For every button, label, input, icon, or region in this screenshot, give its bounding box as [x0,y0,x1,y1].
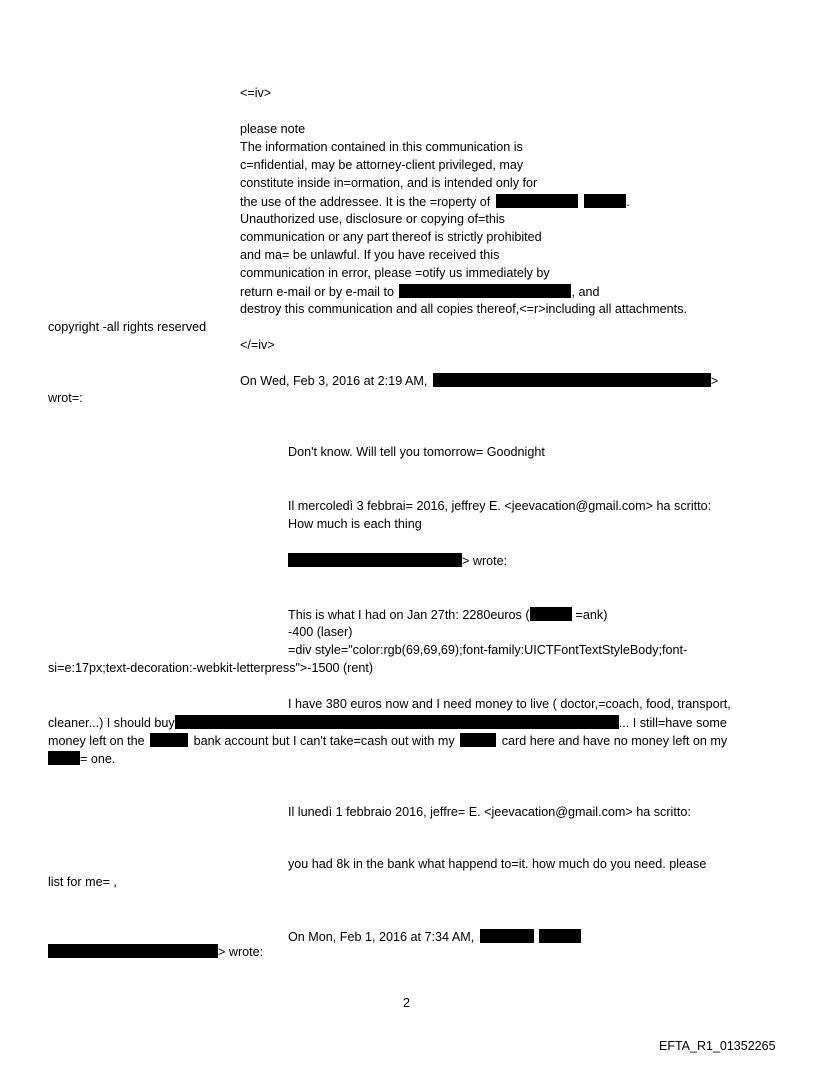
redaction-block [539,929,581,943]
disclaimer-line-7: and ma= be unlawful. If you have received this [240,248,500,262]
redaction-block [399,284,571,298]
disclaimer-line-5: Unauthorized use, disclosure or copying of=this [240,212,505,226]
redaction-block [496,194,578,208]
disclaimer-line-8: communication in error, please =otify us immediately by [240,266,550,280]
div-close-tag: </=iv> [240,338,275,352]
redaction-block [460,733,496,747]
redaction-block [150,733,188,747]
quote-1-line-2: How much is each thing [288,517,422,531]
return-suffix: , and [571,285,600,299]
expenses-line-1 [288,607,607,623]
disclaimer-line-6: communication or any part thereof is strictly prohibited [240,230,542,244]
expenses-line-1-prefix: This is what I had on Jan 27th: 2280euros ( [288,608,530,622]
email-header-1-end: > [710,374,719,388]
expenses-line-3: =div style="color:rgb(69,69,69);font-family:UICTFontTextStyleBody;font- [288,643,688,657]
redaction-block [48,944,218,958]
disclaimer-property-line [240,194,630,210]
money-line-3 [48,733,727,749]
money-line-1: I have 380 euros now and I need money to live ( doctor,=coach, food, transport, [288,697,731,711]
document-id: EFTA_R1_01352265 [659,1039,776,1053]
email-wrote-1: wrot=: [48,391,83,405]
property-prefix: the use of the addressee. It is the =roperty of [240,195,491,209]
redaction-block [175,715,619,729]
disclaimer-return-line [240,284,600,300]
money-line-3-a: money left on the [48,734,145,748]
email-header-1-text: On Wed, Feb 3, 2016 at 2:19 AM, [240,374,428,388]
money-line-2-prefix: cleaner...) I should buy [48,716,175,730]
reply-goodnight: Don't know. Will tell you tomorrow= Goodnight [288,445,545,459]
money-line-4-suffix: = one. [80,752,116,766]
money-line-3-b: bank account but I can't take=cash out with my [193,734,455,748]
disclaimer-line-4: constitute inside in=ormation, and is intended only for [240,176,538,190]
page-number: 2 [403,996,411,1010]
redaction-block [48,751,80,765]
money-line-4 [48,751,115,767]
wrote-2-text: > wrote: [462,554,508,568]
email-header-1 [240,373,718,389]
email-wrote-3-text: > wrote: [218,945,264,959]
redaction-block [584,194,626,208]
property-suffix: . [626,195,630,209]
disclaimer-line-1: please note [240,122,306,136]
email-wrote-3 [48,944,263,960]
div-open-tag: <=iv> [240,86,272,100]
disclaimer-destroy-line: destroy this communication and all copies thereof,<=r>including all attachments. [240,302,687,316]
email-header-2-text: On Mon, Feb 1, 2016 at 7:34 AM, [288,930,475,944]
disclaimer-line-2: The information contained in this communication is [240,140,523,154]
expenses-line-2: -400 (laser) [288,625,353,639]
money-line-2-suffix: ... I still=have some [618,716,727,730]
question-line-1: you had 8k in the bank what happend to=it. how much do you need. please [288,857,707,871]
question-line-2: list for me= , [48,875,117,889]
quote-1-line-1: Il mercoledì 3 febbrai= 2016, jeffrey E. <jeevacation@gmail.com> ha scritto: [288,499,712,513]
email-header-2 [288,929,581,945]
expenses-line-1-suffix: =ank) [575,608,608,622]
email-wrote-2 [288,553,507,569]
copyright-text: copyright -all rights reserved [48,320,207,334]
redaction-block [480,929,534,943]
quote-2-line-1: Il lunedì 1 febbraio 2016, jeffre= E. <jeevacation@gmail.com> ha scritto: [288,805,691,819]
money-line-2 [48,715,727,731]
redaction-block [530,607,572,621]
return-prefix: return e-mail or by e-mail to [240,285,394,299]
disclaimer-line-3: c=nfidential, may be attorney-client privileged, may [240,158,524,172]
money-line-3-c: card here and have no money left on my [501,734,728,748]
expenses-line-4: si=e:17px;text-decoration:-webkit-letterpress">-1500 (rent) [48,661,374,675]
redaction-block [433,373,711,387]
redaction-block [288,553,462,567]
